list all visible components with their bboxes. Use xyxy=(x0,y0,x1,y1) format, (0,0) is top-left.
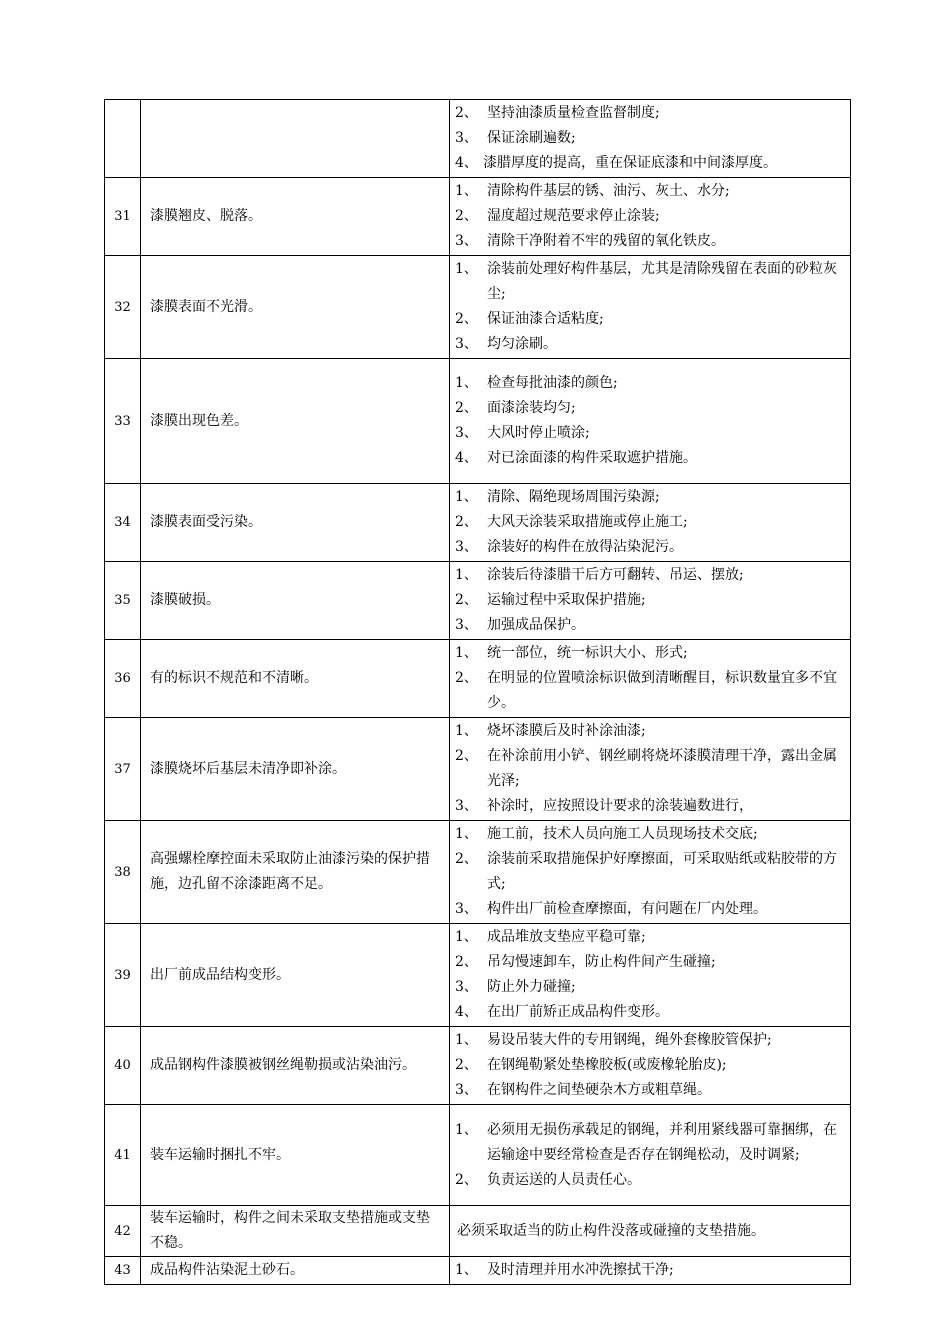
measures-cell xyxy=(450,924,851,1027)
item-number: 41 xyxy=(105,1105,141,1206)
measure-text: 均匀涂刷。 xyxy=(487,336,557,352)
measures-cell xyxy=(450,359,851,484)
measures-cell xyxy=(450,484,851,562)
measure-item xyxy=(455,229,844,254)
measure-text: 及时清理并用水冲洗擦拭干净; xyxy=(487,1262,674,1278)
measures-cell xyxy=(450,1105,851,1206)
item-number: 31 xyxy=(105,178,141,256)
measure-number: 3、 xyxy=(455,798,478,814)
measure-item xyxy=(455,847,844,897)
measure-text: 涂装好的构件在放得沾染泥污。 xyxy=(487,539,683,555)
problem-cell: 漆膜表面受污染。 xyxy=(141,484,450,562)
measure-text: 在出厂前矫正成品构件变形。 xyxy=(487,1004,669,1020)
measure-text: 保证油漆合适粘度; xyxy=(487,311,604,327)
measure-item xyxy=(455,719,844,744)
measures-cell xyxy=(450,1206,851,1257)
measure-number: 1、 xyxy=(455,645,478,661)
measure-number: 2、 xyxy=(455,105,478,121)
problem-cell: 出厂前成品结构变形。 xyxy=(141,924,450,1027)
measure-item xyxy=(455,332,844,357)
measure-text: 清除、隔绝现场周围污染源; xyxy=(487,489,660,505)
measure-text: 检查每批油漆的颜色; xyxy=(487,375,618,391)
measure-text: 运输过程中采取保护措施; xyxy=(487,592,646,608)
measures-cell xyxy=(450,256,851,359)
item-number: 37 xyxy=(105,718,141,821)
measure-text: 面漆涂装均匀; xyxy=(487,400,576,416)
measure-item xyxy=(455,744,844,794)
measure-number: 3、 xyxy=(455,130,478,146)
measure-item xyxy=(455,1028,844,1053)
problem-cell: 成品钢构件漆膜被钢丝绳勒损或沾染油污。 xyxy=(141,1027,450,1105)
measure-number: 4、 xyxy=(455,450,478,466)
measure-item xyxy=(455,897,844,922)
measures-cell xyxy=(450,1257,851,1285)
item-number: 42 xyxy=(105,1206,141,1257)
measure-text: 保证涂刷遍数; xyxy=(487,130,576,146)
measure-text: 在钢绳勒紧处垫橡胶板(或废橡轮胎皮); xyxy=(487,1057,727,1073)
measure-text: 大风天涂装采取措施或停止施工; xyxy=(487,514,688,530)
problem-cell: 漆膜翘皮、脱落。 xyxy=(141,178,450,256)
table-row xyxy=(105,718,851,821)
item-number: 33 xyxy=(105,359,141,484)
table-row xyxy=(105,359,851,484)
measure-number: 1、 xyxy=(455,1262,478,1278)
table-row xyxy=(105,484,851,562)
measure-text: 施工前，技术人员向施工人员现场技术交底; xyxy=(487,826,758,842)
measure-item xyxy=(455,396,844,421)
measure-item xyxy=(455,1078,844,1103)
problem-cell: 漆膜表面不光滑。 xyxy=(141,256,450,359)
measure-number: 3、 xyxy=(455,979,478,995)
measure-item xyxy=(455,563,844,588)
measure-number: 1、 xyxy=(455,929,478,945)
measure-text: 在补涂前用小铲、钢丝刷将烧坏漆膜清理干净，露出金属光泽; xyxy=(487,748,837,789)
problem-cell: 装车运输时，构件之间未采取支垫措施或支垫不稳。 xyxy=(141,1206,450,1257)
measure-number: 1、 xyxy=(455,375,478,391)
measure-number: 3、 xyxy=(455,336,478,352)
measure-item xyxy=(455,307,844,332)
measure-text: 统一部位，统一标识大小、形式; xyxy=(487,645,688,661)
measure-text: 吊勾慢速卸车，防止构件间产生碰撞; xyxy=(487,954,716,970)
measure-text: 易设吊装大件的专用钢绳，绳外套橡胶管保护; xyxy=(487,1032,772,1048)
measure-item xyxy=(455,950,844,975)
problem-cell: 漆膜出现色差。 xyxy=(141,359,450,484)
table-row xyxy=(105,1105,851,1206)
measure-number: 2、 xyxy=(455,954,478,970)
item-number: 38 xyxy=(105,821,141,924)
measure-number: 1、 xyxy=(455,1032,478,1048)
measure-text: 清除干净附着不牢的残留的氧化铁皮。 xyxy=(487,233,725,249)
table-body xyxy=(105,100,851,1285)
measure-text: 烧坏漆膜后及时补涂油漆; xyxy=(487,723,646,739)
measure-text: 在钢构件之间垫硬杂木方或粗草绳。 xyxy=(487,1082,711,1098)
measure-text: 必须采取适当的防止构件没落或碰撞的支垫措施。 xyxy=(457,1222,765,1239)
measure-item xyxy=(455,485,844,510)
measure-text: 必须用无损伤承载足的钢绳，并利用紧线器可靠捆绑，在运输途中要经常检查是否存在钢绳松动，及时调紧; xyxy=(487,1121,837,1163)
measure-item xyxy=(455,925,844,950)
measure-item xyxy=(455,794,844,819)
problem-cell: 漆膜烧坏后基层未清净即补涂。 xyxy=(141,718,450,821)
measure-number: 3、 xyxy=(455,425,478,441)
measures-cell xyxy=(450,718,851,821)
measure-text: 清除构件基层的锈、油污、灰土、水分; xyxy=(487,183,730,199)
measure-number: 1、 xyxy=(455,261,478,277)
measure-text: 坚持油漆质量检查监督制度; xyxy=(487,105,660,121)
table-row xyxy=(105,640,851,718)
measure-text: 对已涂面漆的构件采取遮护措施。 xyxy=(487,450,697,466)
measure-text: 在明显的位置喷涂标识做到清晰醒目，标识数量宜多不宜少。 xyxy=(487,670,837,711)
measure-number: 1、 xyxy=(455,1121,478,1138)
table-row xyxy=(105,562,851,640)
problem-cell: 漆膜破损。 xyxy=(141,562,450,640)
measure-item xyxy=(455,1258,844,1283)
problem-cell: 成品构件沾染泥土砂石。 xyxy=(141,1257,450,1285)
measure-item xyxy=(455,101,844,126)
problem-cell: 装车运输时捆扎不牢。 xyxy=(141,1105,450,1206)
measure-number: 1、 xyxy=(455,489,478,505)
item-number: 36 xyxy=(105,640,141,718)
measure-item xyxy=(455,257,844,307)
measure-text: 涂装后待漆腊干后方可翻转、吊运、摆放; xyxy=(487,567,744,583)
measure-item xyxy=(455,371,844,396)
measure-text: 漆腊厚度的提高，重在保证底漆和中间漆厚度。 xyxy=(483,155,777,171)
measure-number: 3、 xyxy=(455,617,478,633)
measure-item xyxy=(455,421,844,446)
measure-number: 2、 xyxy=(455,748,478,764)
measure-text: 大风时停止喷涂; xyxy=(487,425,590,441)
measure-item xyxy=(455,822,844,847)
table-row xyxy=(105,256,851,359)
measure-item xyxy=(455,1118,844,1168)
measure-text: 负责运送的人员责任心。 xyxy=(487,1171,641,1188)
measure-item xyxy=(455,1000,844,1025)
measures-cell xyxy=(450,178,851,256)
measure-item xyxy=(455,535,844,560)
measure-text: 成品堆放支垫应平稳可靠; xyxy=(487,929,646,945)
measure-number: 2、 xyxy=(455,208,478,224)
measure-item xyxy=(455,204,844,229)
measure-text: 补涂时，应按照设计要求的涂装遍数进行， xyxy=(487,798,753,814)
measure-number: 2、 xyxy=(455,851,478,867)
measure-item xyxy=(455,641,844,666)
item-number: 34 xyxy=(105,484,141,562)
measures-cell xyxy=(450,640,851,718)
table-row xyxy=(105,1257,851,1285)
measures-cell xyxy=(450,1027,851,1105)
table-row xyxy=(105,178,851,256)
measure-number: 3、 xyxy=(455,539,478,555)
measure-item xyxy=(455,151,844,176)
measure-number: 3、 xyxy=(455,901,478,917)
measure-text: 涂装前处理好构件基层，尤其是清除残留在表面的砂粒灰尘; xyxy=(487,261,837,302)
measure-number: 1、 xyxy=(455,567,478,583)
measure-number: 1、 xyxy=(455,723,478,739)
measure-item xyxy=(455,1168,844,1193)
measure-text: 湿度超过规范要求停止涂装; xyxy=(487,208,660,224)
measure-number: 2、 xyxy=(455,670,478,686)
item-number: 32 xyxy=(105,256,141,359)
table-row xyxy=(105,100,851,178)
measure-item xyxy=(455,126,844,151)
measure-item xyxy=(455,179,844,204)
measures-cell xyxy=(450,562,851,640)
measure-item xyxy=(455,1053,844,1078)
measure-text: 加强成品保护。 xyxy=(487,617,585,633)
table-row xyxy=(105,924,851,1027)
measure-number: 2、 xyxy=(455,400,478,416)
item-number: 40 xyxy=(105,1027,141,1105)
item-number xyxy=(105,100,141,178)
measure-number: 2、 xyxy=(455,1171,478,1188)
measures-cell xyxy=(450,100,851,178)
problem-cell xyxy=(141,100,450,178)
measure-number: 4、 xyxy=(455,1004,478,1020)
problem-cell: 高强螺栓摩控面未采取防止油漆污染的保护措施，边孔留不涂漆距离不足。 xyxy=(141,821,450,924)
measure-text: 防止外力碰撞; xyxy=(487,979,576,995)
quality-measures-table xyxy=(104,99,851,1285)
table-row xyxy=(105,821,851,924)
measure-text: 构件出厂前检查摩擦面，有问题在厂内处理。 xyxy=(487,901,767,917)
item-number: 35 xyxy=(105,562,141,640)
measure-item xyxy=(455,446,844,471)
measure-number: 1、 xyxy=(455,826,478,842)
measure-number: 2、 xyxy=(455,311,478,327)
measure-number: 2、 xyxy=(455,1057,478,1073)
table-row xyxy=(105,1206,851,1257)
measure-number: 4、 xyxy=(455,155,478,171)
problem-cell: 有的标识不规范和不清晰。 xyxy=(141,640,450,718)
measures-cell xyxy=(450,821,851,924)
measure-number: 2、 xyxy=(455,592,478,608)
measure-item xyxy=(455,975,844,1000)
measure-number: 3、 xyxy=(455,1082,478,1098)
item-number: 43 xyxy=(105,1257,141,1285)
table-row xyxy=(105,1027,851,1105)
measure-item xyxy=(455,588,844,613)
measure-text: 涂装前采取措施保护好摩擦面，可采取贴纸或粘胶带的方式; xyxy=(487,851,837,892)
measure-item xyxy=(455,613,844,638)
measure-number: 3、 xyxy=(455,233,478,249)
measure-number: 1、 xyxy=(455,183,478,199)
item-number: 39 xyxy=(105,924,141,1027)
measure-number: 2、 xyxy=(455,514,478,530)
measure-item xyxy=(455,666,844,716)
measure-item xyxy=(455,510,844,535)
